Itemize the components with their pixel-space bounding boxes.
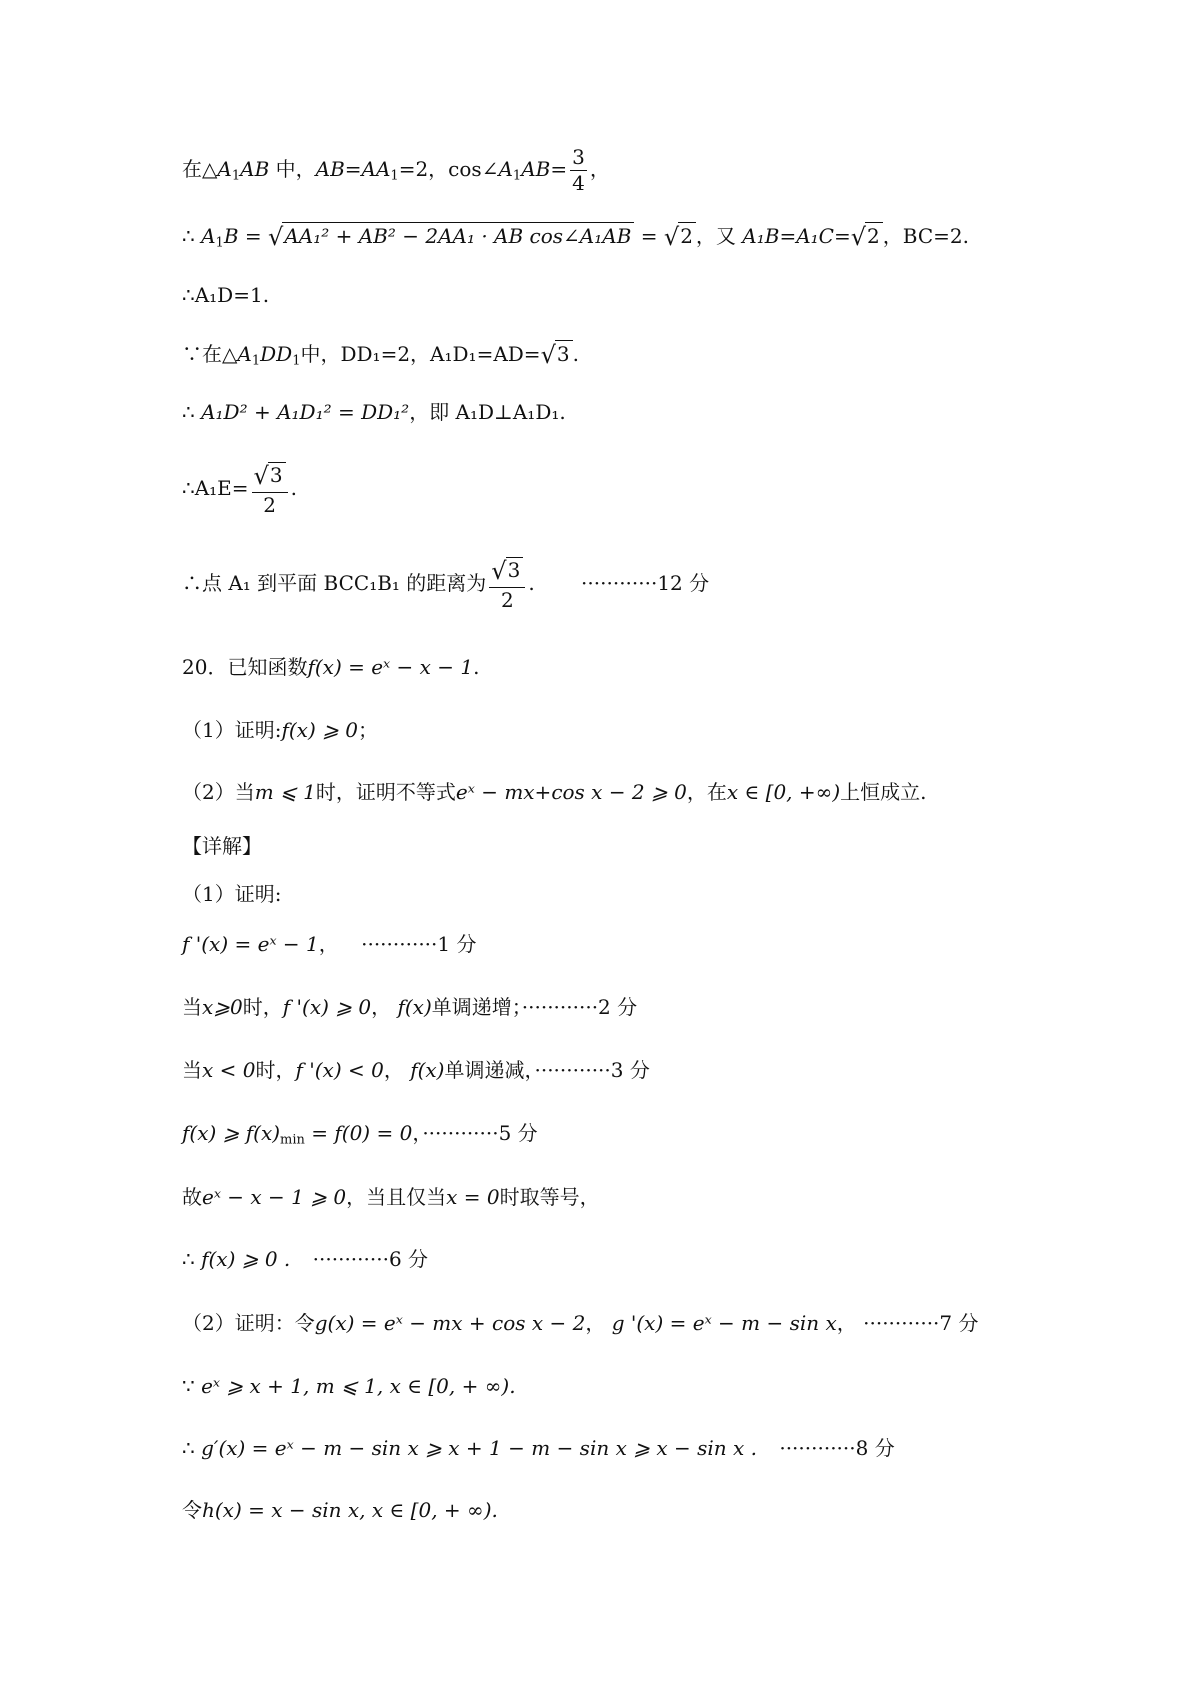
score-marker: ············6 分	[312, 1247, 429, 1271]
score-marker: ············8 分	[779, 1436, 895, 1460]
sqrt-two-b: √2	[851, 222, 883, 252]
step-minimum: f(x) ⩾ $f(x)_{min} = f(0) = 0$，············5 分	[182, 1121, 538, 1148]
score-marker: ············1 分	[361, 932, 477, 956]
part2-define-g: （2）证明：令g(x) = eˣ − mx + cos x − 2， g '(x) = eˣ − m − sin x， ············7 分	[182, 1311, 979, 1335]
sqrt-two: √2	[664, 222, 696, 252]
fraction-root3-over-2-b: $\frac{√3}{2}$	[489, 557, 525, 612]
step-conclusion-equality: 故eˣ − x − 1 ⩾ 0，当且仅当x = 0时取等号，	[182, 1185, 600, 1209]
score-marker: ············2 分	[521, 995, 638, 1019]
fraction-root3-over-2: $\frac{√3}{2}$	[252, 462, 288, 517]
step-decreasing: 当x < 0时，f '(x) < 0， f(x)单调递减，············3 分	[182, 1058, 650, 1082]
question-20: 20．已知函数f(x) = eˣ − x − 1.	[182, 655, 480, 679]
step-conclusion: ∴ f(x) ⩾ 0 . ············6 分	[182, 1247, 429, 1271]
step-define-h: 令h(x) = x − sin x, x ∈ [0, + ∞).	[182, 1498, 498, 1522]
line-distance-result: ∴点 A₁ 到平面 BCC₁B₁ 的距离为 $\frac{√3}{2}$ . ············12 分	[182, 556, 710, 612]
step-gprime-bound: ∴ g′(x) = eˣ − m − sin x ⩾ x + 1 − m − sin x ⩾ x − sin x . ············8 分	[182, 1436, 895, 1460]
step-increasing: 当x⩾0时，f '(x) ⩾ 0， f(x)单调递增；············2 分	[182, 995, 638, 1019]
question-20-part1: （1）证明:f(x) ⩾ 0；	[182, 718, 378, 742]
sqrt-three: √3	[541, 340, 573, 370]
detail-heading: 【详解】	[182, 834, 262, 858]
line-a1d: ∴A₁D=1.	[182, 283, 270, 307]
score-marker: ············7 分	[863, 1311, 979, 1335]
line-pythagorean: ∴ A₁D² + A₁D₁² = DD₁²，即 A₁D⊥A₁D₁.	[182, 400, 566, 424]
line-triangle-given: 在$\triangle A_1AB$ 中，$AB=AA_1=2$，$\cos\angle A_1AB=$ $\frac{3}{4}$ ，	[182, 145, 610, 195]
score-marker: ············12 分	[581, 570, 710, 595]
sqrt-expression: √AA₁² + AB² − 2AA₁ · AB cos∠A₁AB	[268, 222, 634, 252]
step-since: ∵ eˣ ⩾ x + 1, m ⩽ 1, x ∈ [0, + ∞).	[182, 1374, 516, 1398]
score-marker: ············3 分	[534, 1058, 650, 1082]
question-20-part2: （2）当m ⩽ 1时，证明不等式eˣ − mx+cos x − 2 ⩾ 0，在x ∈ [0, +∞)上恒成立.	[182, 780, 927, 804]
fraction-three-quarters: $\frac{3}{4}$	[572, 145, 585, 195]
line-law-of-cosines: ∴ $A_1B = √AA_1^2 + AB^2 - 2AA_1$ · AB cos∠A₁AB = √2 ，又 A₁B=A₁C=√2 ，BC=2.	[182, 222, 969, 251]
line-a1e: ∴A₁E= $\frac{√3}{2}$ .	[182, 461, 297, 517]
score-marker: ············5 分	[422, 1121, 538, 1145]
step-derivative: f '(x) = eˣ − 1， ············1 分	[182, 932, 477, 956]
line-triangle-dd1: ∵在$\triangle A_1DD_1$中，DD₁=2，A₁D₁=AD=√3 .	[182, 340, 579, 369]
part1-label: （1）证明:	[182, 882, 282, 906]
